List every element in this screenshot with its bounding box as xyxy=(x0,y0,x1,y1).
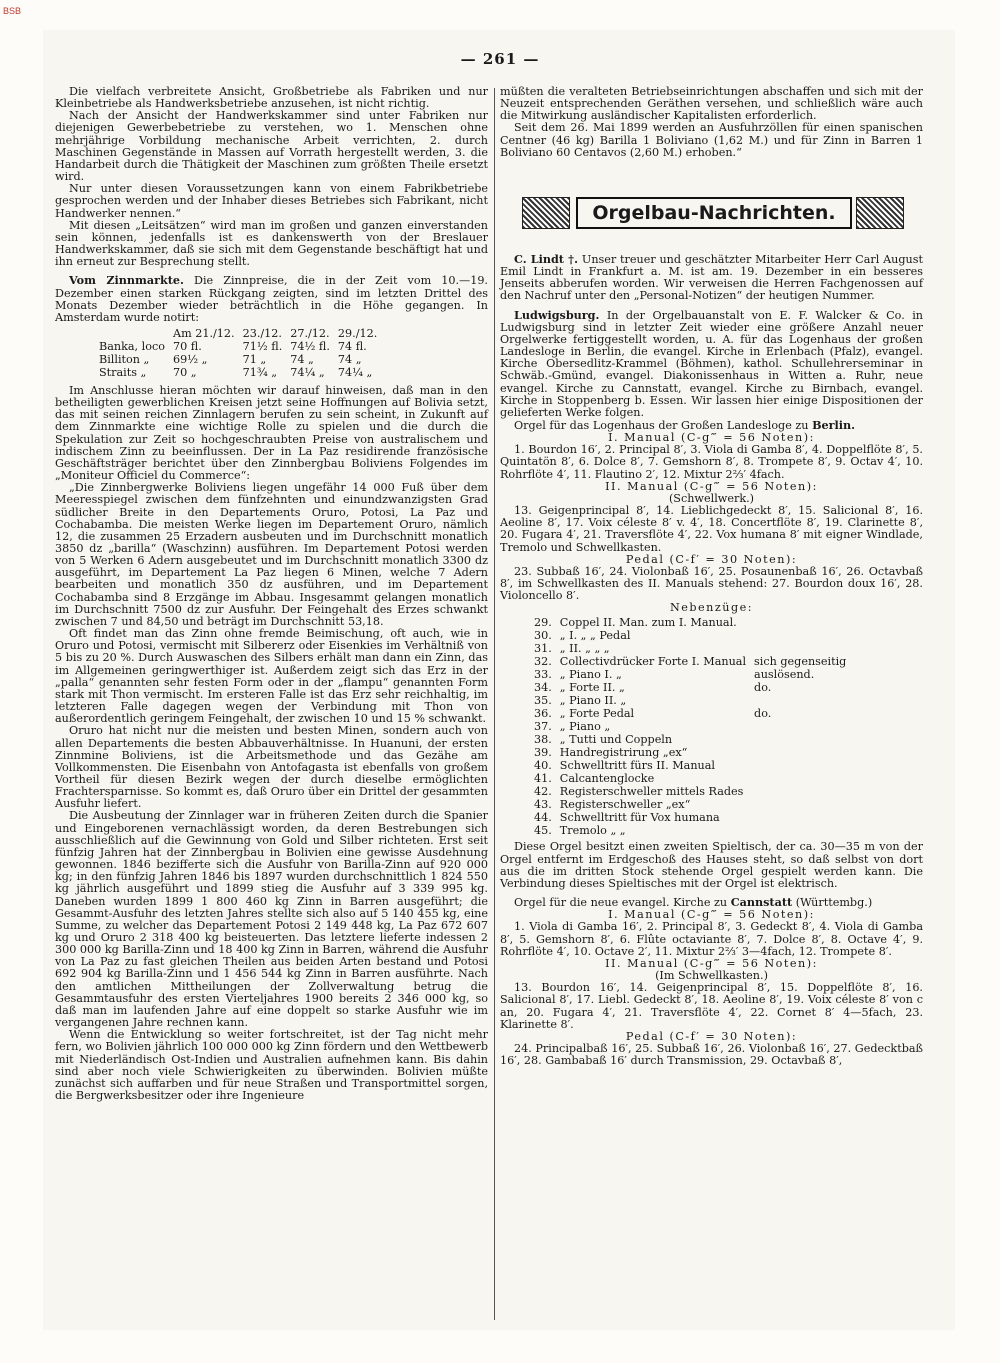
nebenzug-number: 42. xyxy=(534,785,552,799)
cannstatt-heading-text: Orgel für die neue evangel. Kirche zu xyxy=(514,896,728,910)
nebenzug-row xyxy=(530,720,850,733)
nebenzug-row xyxy=(530,681,850,694)
nebenzug-note: do. xyxy=(754,707,772,721)
stop-list: 13. Bourdon 16′, 14. Geigenprincipal 8′, 15. Doppelflöte 8′, 16. Salicional 8′, 17. Liebl. Gedeckt 8′, 18. Aeoline 8′, 19. Voix céleste 8′ von c an, 20. Fugara 4′, 21. Traversflöte 4′, 22. Cornet 8′ 4—5fach, 23. Klarinette 8′. xyxy=(500,981,923,1031)
pedal-title: Pedal (C-f′ = 30 Noten): xyxy=(625,552,798,566)
nebenzug-note xyxy=(750,629,850,642)
stop-list: 1. Viola di Gamba 16′, 2. Principal 8′, 3. Gedeckt 8′, 4. Viola di Gamba 8′, 5. Gemshorn 8′, 6. Flûte octaviante 8′, 7. Dolce 8′, 8. Octave 4′, 9. Rohrflöte 4′, 10. Octave 2′, 11. Mixtur 2⅔′ 3—4fach, 12. Trompete 8′. xyxy=(500,920,923,958)
nebenzug-label: Registerschweller „ex“ xyxy=(559,798,691,812)
manual-subtitle: (Im Schwellkasten.) xyxy=(655,969,768,983)
price-cell: 70 „ xyxy=(172,365,197,379)
section-title: Orgelbau-Nachrichten. xyxy=(576,197,852,229)
berlin-heading-text: Orgel für das Logenhaus der Großen Landesloge zu xyxy=(514,418,809,432)
nebenzug-number: 44. xyxy=(534,811,552,825)
nebenzug-label: „ Piano II. „ xyxy=(559,694,627,708)
paragraph: Mit diesen „Leitsätzen“ wird man im großen und ganzen einverstanden sein können, jedenfalls ist es dankenswerth von der Breslauer Handwerkskammer, daß sie sich mit dem Gegenstande beschäftigt hat und ihn erneut zur Besprechung stellt. xyxy=(55,218,488,269)
nebenzug-number: 39. xyxy=(534,746,552,760)
nebenzug-label: „ Tutti und Coppeln xyxy=(559,733,673,747)
price-cell: 74 fl. xyxy=(337,339,367,353)
nebenzug-note: sich gegenseitig xyxy=(754,655,847,669)
paragraph: Diese Orgel besitzt einen zweiten Spieltisch, der ca. 30—35 m von der Orgel entfernt im Erdgeschoß des Hauses steht, so daß selbst von dort aus die im dritten Stock stehende Orgel gespielt werden kann. Die Verbindung dieses Spieltisches mit der Orgel ist elektrisch. xyxy=(500,840,923,890)
nebenzug-number: 29. xyxy=(534,616,552,630)
nebenzug-number: 37. xyxy=(534,720,552,734)
nebenzug-note xyxy=(750,733,850,746)
price-row xyxy=(95,353,381,366)
right-column xyxy=(500,86,923,1067)
pedal-title: Pedal (C-f′ = 30 Noten): xyxy=(625,1029,798,1043)
nebenzug-row xyxy=(530,811,850,824)
manual-title: II. Manual (C-g‴ = 56 Noten): xyxy=(605,956,818,970)
nebenzug-label: Schwelltritt fürs II. Manual xyxy=(559,759,715,773)
column-divider xyxy=(494,88,495,1320)
paragraph: Oft findet man das Zinn ohne fremde Beimischung, oft auch, wie in Oruro und Potosi, vermischt mit Silbererz oder Eisenkies im Verhältniß von 5 bis zu 20 %. Durch Auswaschen des Silbers erhält man dann ein Zinn, das im Allgemeinen geringwerthiger ist. Außerdem zeigt sich das Erz in der „palla“ genannten sehr festen Form oder in der „flampu“ genannten Form stark mit Thon vermischt. Im ersteren Falle ist das Erz sehr reichhaltig, im letzteren Falle dagegen wegen der Verbindung mit Thon von außerordentlich geringem Feingehalt, der zwischen 10 und 15 % schwankt. xyxy=(55,627,488,726)
stop-list: 24. Principalbaß 16′, 25. Subbaß 16′, 26. Violonbaß 16′, 27. Gedecktbaß 16′, 28. Gambabaß 16′ durch Transmission, 29. Octavbaß 8′, xyxy=(500,1041,923,1068)
nebenzug-row xyxy=(530,616,850,629)
nebenzug-label: „ Forte II. „ xyxy=(559,681,625,695)
nebenzug-note xyxy=(750,772,850,785)
price-row xyxy=(95,340,381,353)
ludwigsburg-article xyxy=(500,309,923,419)
nebenzug-label: Schwelltritt für Vox humana xyxy=(559,811,720,825)
price-cell: 74 „ xyxy=(290,352,314,366)
left-column xyxy=(55,86,488,1102)
nebenzug-note xyxy=(750,824,850,837)
price-cell: 74¼ „ xyxy=(290,365,325,379)
nebenzug-number: 38. xyxy=(534,733,552,747)
price-header-cell: 29./12. xyxy=(337,326,378,340)
nebenzug-row xyxy=(530,759,850,772)
nebenzug-row xyxy=(530,655,850,668)
ludwigsburg-text: In der Orgelbauanstalt von E. F. Walcker & Co. in Ludwigsburg sind in letzter Zeit wieder eine größere Anzahl neuer Orgelwerke fertiggestellt worden, u. A. für das Logenhaus der großen Landesloge in Berlin, die evangel. Kirche in Erlenbach (Pfalz), evangel. Kirche Obersedlitz-Krammel (Böhmen), kathol. Schullehrerseminar in Schwäb.-Gmünd, evangel. Diakonissenhaus in Witten a. Ruhr, neue evangel. Kirche zu Cannstatt, evangel. Kirche zu Birnbach, evangel. Kirche in Stoppenberg b. Essen. Wir lassen hier einige Dispositionen der gelieferten Werke folgen. xyxy=(500,308,923,419)
nebenzug-label: Calcantenglocke xyxy=(559,772,655,786)
manual-title: I. Manual (C-g‴ = 56 Noten): xyxy=(608,908,815,922)
price-cell: 71 „ xyxy=(242,352,267,366)
paragraph: müßten die veralteten Betriebseinrichtungen abschaffen und sich mit der Neuzeit entsprechenden Geräthen versehen, und schließlich wäre auch die Mitwirkung ausländischer Kapitalisten erforderlich. xyxy=(500,85,923,123)
nebenzug-row xyxy=(530,642,850,655)
nebenzug-number: 34. xyxy=(534,681,552,695)
price-cell: 69½ „ xyxy=(172,352,208,366)
nebenzug-label: Handregistrirung „ex“ xyxy=(559,746,688,760)
price-cell: 74¼ „ xyxy=(337,365,373,379)
nebenzug-note xyxy=(750,811,850,824)
nebenzug-row xyxy=(530,694,850,707)
stop-list: 13. Geigenprincipal 8′, 14. Lieblichgedeckt 8′, 15. Salicional 8′, 16. Aeoline 8′, 17. Voix céleste 8′ v. 4′, 18. Concertflöte 8′, 19. Clarinette 8′, 20. Fugara 4′, 21. Traversflöte 4′, 22. Vox humana 8′ mit eigner Windlade, Tremolo und Schwellkasten. xyxy=(500,504,923,554)
nebenzug-row xyxy=(530,772,850,785)
nebenzug-number: 36. xyxy=(534,707,552,721)
ornament-right xyxy=(856,197,904,229)
nebenzug-label: Tremolo „ „ xyxy=(559,824,626,838)
price-header-cell: Am 21./12. xyxy=(172,326,235,340)
cannstatt-region: (Württembg.) xyxy=(795,896,873,910)
ludwigsburg-heading: Ludwigsburg. xyxy=(514,307,600,322)
price-cell: 71¾ „ xyxy=(242,365,278,379)
nebenzug-label: „ Piano I. „ xyxy=(559,668,622,682)
stop-list: 1. Bourdon 16′, 2. Principal 8′, 3. Viola di Gamba 8′, 4. Doppelflöte 8′, 5. Quintatön 8′, 6. Dolce 8′, 7. Gemshorn 8′, 8. Trompete 8′, 9. Octav 4′, 10. Rohrflöte 4′, 11. Flautino 2′, 12. Mixtur 2⅔′ 4fach. xyxy=(500,443,923,481)
nebenzug-row xyxy=(530,785,850,798)
nebenzug-row xyxy=(530,824,850,837)
nebenzug-row xyxy=(530,733,850,746)
manual-title: II. Manual (C-g‴ = 56 Noten): xyxy=(605,479,818,493)
paragraph: Die vielfach verbreitete Ansicht, Großbetriebe als Fabriken und nur Kleinbetriebe als Handwerksbetriebe anzusehen, ist nicht richtig. xyxy=(55,85,488,111)
nebenzuege-title: Nebenzüge: xyxy=(669,601,754,615)
price-cell: 70 fl. xyxy=(172,339,202,353)
nebenzug-number: 35. xyxy=(534,694,552,708)
lindt-article xyxy=(500,253,923,303)
berlin-city: Berlin. xyxy=(812,417,856,432)
paragraph: Im Anschlusse hieran möchten wir darauf hinweisen, daß man in den betheiligten gewerblichen Kreisen jetzt seine Hoffnungen auf Bolivia setzt, das mit seinen reichen Zinnlagern berufen zu sein scheint, in Zukunft auf dem Zinnmarkte eine wichtige Rolle zu spielen und die durch die Spekulation zur Zeit so hochgeschraubten Preise von australischem und indischem Zinn zu beeinflussen. Der in La Paz residirende französische Geschäftsträger berichtet über den Zinnbergbau Boliviens Folgendes im „Moniteur Officiel du Commerce“: xyxy=(55,383,488,483)
price-header-cell: 23./12. xyxy=(242,326,282,340)
nebenzug-number: 45. xyxy=(534,824,552,838)
nebenzug-number: 33. xyxy=(534,668,552,682)
paragraph: Wenn die Entwicklung so weiter fortschreitet, ist der Tag nicht mehr fern, wo Bolivien jährlich 100 000 000 kg Zinn fördern und den Wettbewerb mit Niederländisch Ost-Indien und Australien aufnehmen kann. Bis dahin sind aber noch viele Schwierigkeiten zu überwinden. Bolivien müßte zunächst sich auffarben und für neue Straßen und Transportmittel sorgen, die Bergwerksbesitzer oder ihre Ingenieure xyxy=(55,1028,488,1103)
cannstatt-city: Cannstatt xyxy=(730,895,793,910)
nebenzug-number: 40. xyxy=(534,759,552,773)
nebenzuege-table xyxy=(530,616,850,837)
nebenzug-note: do. xyxy=(754,681,772,695)
price-cell: 74½ fl. xyxy=(290,339,330,353)
nebenzug-note xyxy=(750,785,850,798)
nebenzug-note xyxy=(750,759,850,772)
nebenzug-row xyxy=(530,629,850,642)
nebenzug-number: 30. xyxy=(534,629,552,643)
section-banner xyxy=(522,197,902,227)
nebenzug-label: „ Piano „ xyxy=(559,720,611,734)
price-cell: Straits „ xyxy=(99,365,147,379)
manual-subtitle: (Schwellwerk.) xyxy=(668,491,755,505)
paragraph: Nach der Ansicht der Handwerkskammer sind unter Fabriken nur diejenigen Gewerbebetriebe zu verstehen, wo 1. Menschen ohne mehrjährige Vorbildung mechanische Arbeit verrichten, 2. durch Maschinen Gegenstände in Massen auf Vorrath hergestellt werden, 3. die Handarbeit durch die Thätigkeit der Maschinen zum größten Theile ersetzt wird. xyxy=(55,109,488,184)
paragraph: Nur unter diesen Voraussetzungen kann von einem Fabrikbetriebe gesprochen werden und der Inhaber dieses Betriebes sich Fabrikant, nicht Handwerker nennen.“ xyxy=(55,182,488,220)
zinn-intro: Die Zinnpreise, die in der Zeit vom 10.—19. Dezember einen starken Rückgang zeigten, sind im letzten Drittel des Monats Dezember wieder beträchtlich in die Höhe gegangen. In Amsterdam wurde notirt: xyxy=(55,274,488,324)
price-header-row xyxy=(95,327,381,340)
price-cell: 71½ fl. xyxy=(242,339,283,353)
nebenzug-note xyxy=(750,720,850,733)
nebenzug-note xyxy=(750,694,850,707)
nebenzug-row xyxy=(530,798,850,811)
price-row xyxy=(95,366,381,379)
price-cell: 74 „ xyxy=(337,352,362,366)
nebenzug-number: 31. xyxy=(534,642,552,656)
paragraph: Die Ausbeutung der Zinnlager war in früheren Zeiten durch die Spanier und Eingeborenen vernachlässigt worden, da deren Bestrebungen sich ausschließlich auf die Gewinnung von Gold und Silber richteten. Erst seit fünfzig Jahren hat der Zinnbergbau in Bolivien eine gewisse Ausdehnung gewonnen. 1846 bezifferte sich die Ausfuhr von Barilla-Zinn auf 920 000 kg; in den fünfzig Jahren 1846 bis 1897 wurden durchschnittlich 1 824 550 kg jährlich ausgeführt und 1899 stieg die Ausfuhr auf 3 339 995 kg. Daneben wurden 1899 1 800 460 kg Zinn in Barren ausgeführt; die Gesammt-Ausfuhr des letzten Jahres stellte sich also auf 5 140 455 kg, eine Summe, zu welcher das Departement Potosi 2 149 448 kg, La Paz 672 607 kg und Oruro 2 318 400 kg beisteuerten. Das letztere lieferte indessen 2 300 000 kg Barilla-Zinn und 18 400 kg Zinn in Barren, während die Ausfuhr von La Paz zu fast gleichen Theilen aus beiden Arten bestand und Potosi 692 904 kg Barilla-Zinn und 1 456 544 kg Zinn in Barren ausführte. Nach den amtlichen Mittheilungen der Zollverwaltung betrug die Gesammtausfuhr des ersten Vierteljahres 1900 bereits 2 346 000 kg, so daß man im laufenden Jahre auf eine doppelt so starke Ausfuhr wie im vergangenen Jahre rechnen kann. xyxy=(55,809,488,1030)
nebenzug-note xyxy=(750,616,850,629)
page-number: — 261 — xyxy=(460,50,540,68)
nebenzug-row xyxy=(530,707,850,720)
price-cell: Billiton „ xyxy=(99,352,150,366)
lindt-text: Unser treuer und geschätzter Mitarbeiter Herr Carl August Emil Lindt in Frankfurt a. M. ist am. 19. Dezember in ein besseres Jenseits abberufen worden. Wir verweisen die Herren Fachgenossen auf den Nachruf unter den „Personal-Notizen“ der heutigen Nummer. xyxy=(500,252,923,303)
price-header-cell: 27./12. xyxy=(290,326,330,340)
paragraph: „Die Zinnbergwerke Boliviens liegen ungefähr 14 000 Fuß über dem Meeresspiegel zwischen dem fünfzehnten und einundzwanzigsten Grad südlicher Breite in den Departements Oruro, Potosi, La Paz und Cochabamba. Die meisten Werke liegen im Departement Oruro, nämlich 12, die zusammen 25 Erzadern ausbeuten und im Durchschnitt monatlich 3850 dz „barilla“ (Waschzinn) ausführen. Im Departement Potosi werden von 5 Werken 6 Adern ausgebeutet und im Durchschnitt monatlich 3300 dz ausgeführt, im Departement La Paz liegen 6 Minen, welche 7 Adern bearbeiten und monatlich 350 dz ausführen, und im Departement Cochabamba sind 8 Erzgänge im Abbau. Insgesammt gelangen monatlich im Durchschnitt 7500 dz zur Ausfuhr. Der Feingehalt des Erzes schwankt zwischen 7 und 84,50 und beträgt im Durchschnitt 53,18. xyxy=(55,481,488,628)
nebenzug-number: 32. xyxy=(534,655,552,669)
paragraph: Oruro hat nicht nur die meisten und besten Minen, sondern auch von allen Departements die besten Abbauverhältnisse. In Huanuni, der ersten Zinnmine Boliviens, ist die Arbeitsmethode und das Gezähe am Vollkommensten. Die Eisenbahn von Antofagasta ist ebenfalls von großem Vortheil für diesen Bezirk wegen der durch dieselbe ermöglichten Frachtersparnisse. So kommt es, daß Oruro über ein Drittel der gesammten Ausfuhr liefert. xyxy=(55,724,488,811)
nebenzug-row xyxy=(530,668,850,681)
nebenzug-label: Coppel II. Man. zum I. Manual. xyxy=(559,616,737,630)
nebenzug-number: 41. xyxy=(534,772,552,786)
lindt-heading: C. Lindt †. xyxy=(514,251,579,266)
nebenzug-label: „ I. „ „ Pedal xyxy=(559,629,631,643)
nebenzug-label: Collectivdrücker Forte I. Manual xyxy=(559,655,747,669)
nebenzug-label: „ II. „ „ „ xyxy=(559,642,610,656)
zinn-heading: Vom Zinnmarkte. xyxy=(69,273,184,288)
price-table xyxy=(95,327,381,379)
watermark-label: BSB xyxy=(3,6,22,16)
nebenzug-label: „ Forte Pedal xyxy=(559,707,635,721)
manual-title: I. Manual (C-g‴ = 56 Noten): xyxy=(608,431,815,445)
nebenzug-note xyxy=(750,642,850,655)
price-cell: Banka, loco xyxy=(99,339,165,353)
nebenzug-number: 43. xyxy=(534,798,552,812)
nebenzug-label: Registerschweller mittels Rades xyxy=(559,785,744,799)
stop-list: 23. Subbaß 16′, 24. Violonbaß 16′, 25. Posaunenbaß 16′, 26. Octavbaß 8′, im Schwellkasten des II. Manuals stehend: 27. Bourdon doux 16′, 28. Violoncello 8′. xyxy=(500,564,923,603)
nebenzug-note: auslösend. xyxy=(754,668,815,682)
nebenzug-note xyxy=(750,798,850,811)
paragraph: Seit dem 26. Mai 1899 werden an Ausfuhrzöllen für einen spanischen Centner (46 kg) Barilla 1 Boliviano (1,62 M.) und für Zinn in Barren 1 Boliviano 60 Centavos (2,60 M.) erhoben.“ xyxy=(500,121,923,159)
nebenzug-row xyxy=(530,746,850,759)
zinn-article xyxy=(55,274,488,324)
ornament-left xyxy=(522,197,570,229)
nebenzug-note xyxy=(750,746,850,759)
